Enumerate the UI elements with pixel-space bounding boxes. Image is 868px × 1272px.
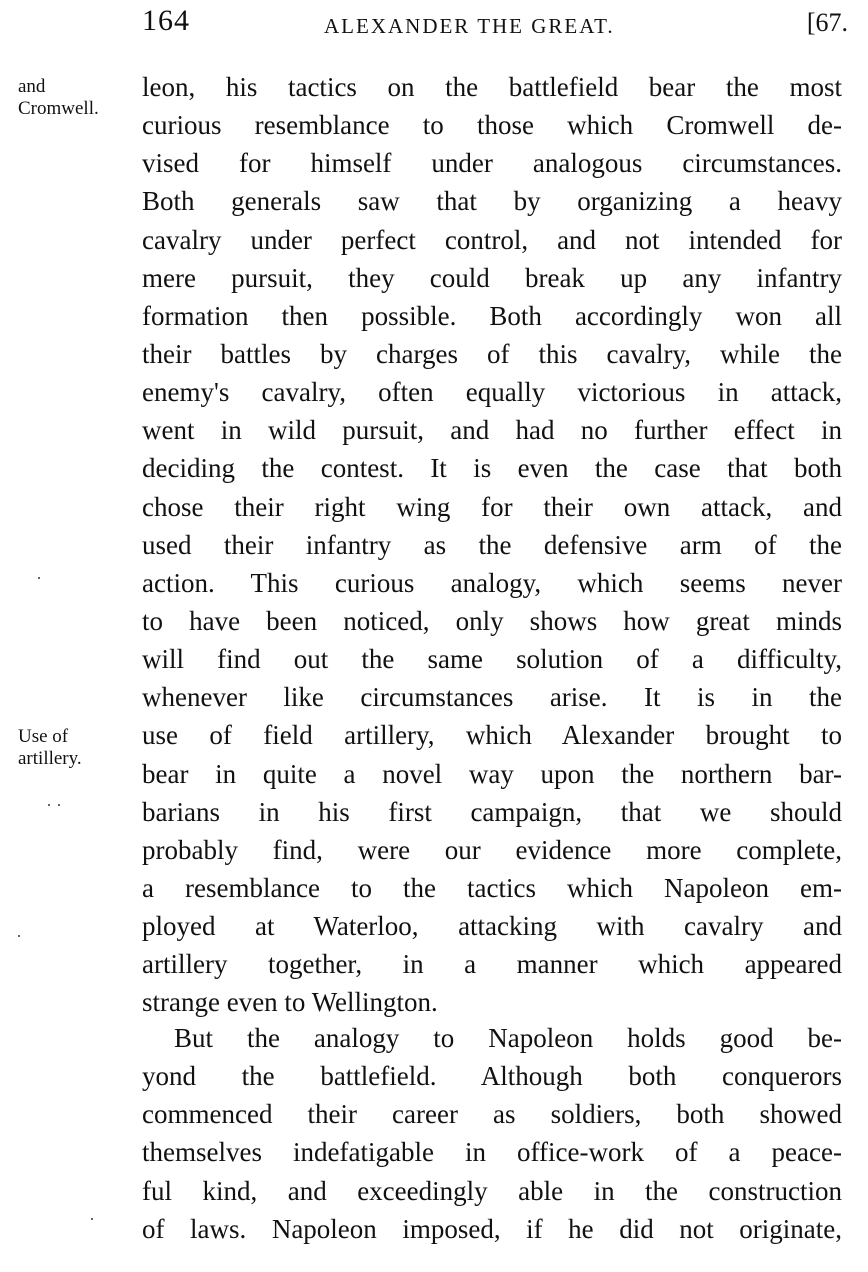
text-line: formation then possible. Both accordingly won all — [142, 300, 842, 331]
scan-speck — [38, 577, 40, 579]
text-line: But the analogy to Napoleon holds good be- — [174, 1023, 842, 1053]
text-line: Both generals saw that by organizing a heavy — [142, 186, 842, 217]
text-line: a resemblance to the tactics which Napoleon em- — [142, 872, 842, 903]
text-line: strange even to Wellington. — [142, 987, 438, 1018]
text-line: cavalry under perfect control, and not intended for — [142, 224, 842, 255]
text-line: leon, his tactics on the battlefield bear the most — [142, 72, 842, 102]
paragraph-2 — [142, 1019, 842, 1248]
text-line: action. This curious analogy, which seems never — [142, 567, 842, 598]
text-line: curious resemblance to those which Cromwell de- — [142, 110, 842, 141]
scan-speck — [91, 1218, 93, 1220]
text-line: yond the battlefield. Although both conquerors — [142, 1061, 842, 1092]
text-line: enemy's cavalry, often equally victorious in attack, — [142, 377, 842, 408]
margin-note-cromwell — [18, 76, 128, 120]
text-line: chose their right wing for their own attack, and — [142, 491, 842, 522]
margin-note-line: artillery. — [18, 748, 82, 769]
page-number: 164 — [142, 4, 190, 37]
text-line: whenever like circumstances arise. It is in the — [142, 682, 842, 713]
text-line: ful kind, and exceedingly able in the construction — [142, 1175, 842, 1206]
text-line: mere pursuit, they could break up any infantry — [142, 262, 842, 293]
margin-note-line: Cromwell. — [18, 98, 99, 119]
text-line: use of field artillery, which Alexander brought to — [142, 720, 842, 751]
text-line: barians in his first campaign, that we should — [142, 796, 842, 827]
margin-note-artillery — [18, 726, 128, 770]
text-line: vised for himself under analogous circumstances. — [142, 148, 842, 179]
running-title: ALEXANDER THE GREAT. — [324, 14, 615, 38]
scan-speck — [18, 935, 20, 937]
paragraph-1 — [142, 68, 842, 1022]
text-line: deciding the contest. It is even the case that both — [142, 453, 842, 484]
page-header — [142, 4, 848, 44]
text-line: went in wild pursuit, and had no further effect in — [142, 415, 842, 446]
text-line: commenced their career as soldiers, both showed — [142, 1099, 842, 1130]
text-line: themselves indefatigable in office-work of a peace- — [142, 1137, 842, 1168]
margin-note-line: and — [18, 76, 46, 97]
scan-speck — [58, 804, 60, 806]
text-line: probably find, were our evidence more complete, — [142, 834, 842, 865]
scan-speck — [48, 804, 50, 806]
text-line: to have been noticed, only shows how great minds — [142, 605, 842, 636]
text-line: artillery together, in a manner which appeared — [142, 949, 842, 980]
text-line: bear in quite a novel way upon the northern bar- — [142, 758, 842, 789]
text-line: of laws. Napoleon imposed, if he did not originate, — [142, 1213, 842, 1244]
text-line: will find out the same solution of a difficulty, — [142, 644, 842, 675]
section-number: [67. — [806, 8, 848, 37]
margin-note-line: Use of — [18, 726, 69, 747]
text-line: ployed at Waterloo, attacking with cavalry and — [142, 911, 842, 942]
text-line: their battles by charges of this cavalry, while the — [142, 338, 842, 369]
text-line: used their infantry as the defensive arm of the — [142, 529, 842, 560]
